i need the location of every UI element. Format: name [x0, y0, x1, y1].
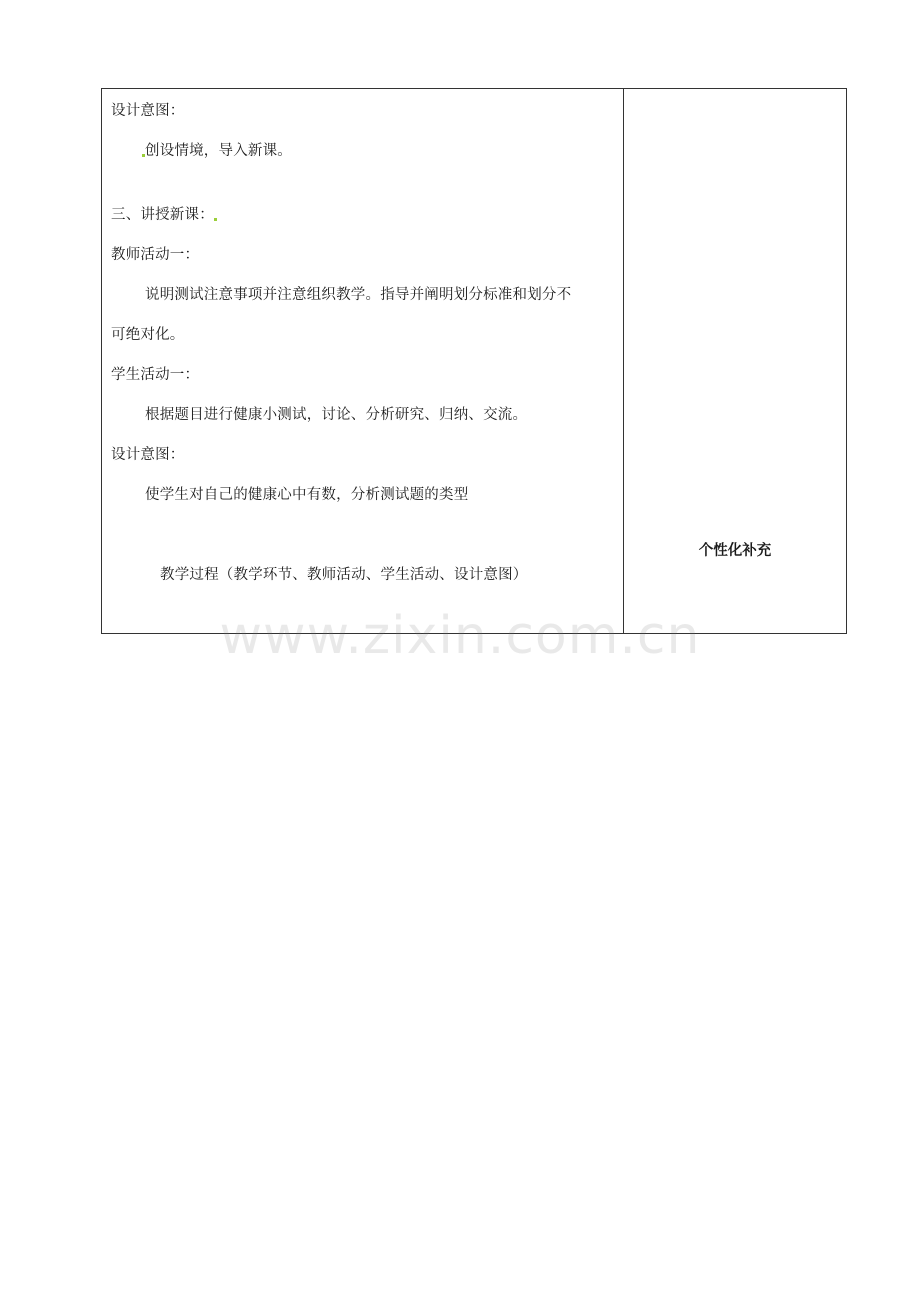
section-heading-text: 三、讲授新课：: [111, 207, 214, 223]
personalized-supplement-cell: [624, 89, 846, 633]
design-intent-text-content: 创设情境，导入新课。: [145, 143, 292, 159]
watermark: www.zixin.com.cn: [219, 606, 701, 666]
design-intent-text: [142, 141, 292, 161]
teacher-activity-text-line1: 说明测试注意事项并注意组织教学。指导并阐明划分标准和划分不: [145, 287, 572, 303]
teacher-activity-label: 教师活动一：: [111, 247, 200, 263]
design-intent-text: 使学生对自己的健康心中有数，分析测试题的类型: [145, 487, 469, 503]
section-heading: [111, 205, 217, 225]
student-activity-label: 学生活动一：: [111, 367, 200, 383]
design-intent-label: 设计意图：: [111, 447, 185, 463]
personalized-supplement-heading: 个性化补充: [698, 543, 772, 559]
design-intent-label: 设计意图：: [111, 103, 185, 119]
teaching-content-cell: [102, 89, 624, 633]
highlight-mark: [214, 218, 217, 221]
lesson-plan-table: [101, 88, 847, 634]
teacher-activity-text-line2: [111, 325, 185, 345]
student-activity-text: 根据题目进行健康小测试，讨论、分析研究、归纳、交流。: [145, 407, 528, 423]
process-caption: 教学过程（教学环节、教师活动、学生活动、设计意图）: [160, 567, 528, 583]
teacher-activity-text-line2-content: 可绝对化。: [111, 327, 185, 343]
